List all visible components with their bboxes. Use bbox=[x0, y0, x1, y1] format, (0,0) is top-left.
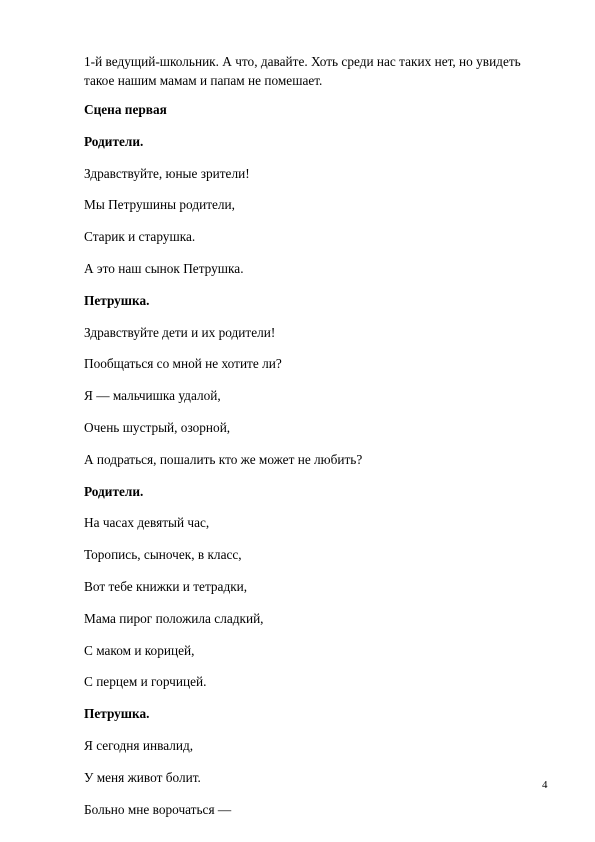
verse-line: Торопись, сыночек, в класс, bbox=[84, 547, 242, 563]
verse-line: Пообщаться со мной не хотите ли? bbox=[84, 356, 282, 372]
verse-line: А это наш сынок Петрушка. bbox=[84, 260, 244, 276]
speaker-heading: Родители. bbox=[84, 133, 144, 149]
speaker-heading: Петрушка. bbox=[84, 292, 150, 308]
verse-line: С перцем и горчицей. bbox=[84, 674, 207, 690]
verse-line: С маком и корицей, bbox=[84, 642, 195, 658]
verse-line: Очень шустрый, озорной, bbox=[84, 419, 231, 435]
verse-line: На часах девятый час, bbox=[84, 515, 210, 531]
speaker-heading: Родители. bbox=[84, 483, 144, 499]
verse-line: У меня живот болит. bbox=[84, 769, 201, 785]
verse-line: Я — мальчишка удалой, bbox=[84, 388, 221, 404]
intro-paragraph: 1-й ведущий-школьник. А что, давайте. Хоть среди нас таких нет, но увидеть такое нашим мамам и папам не помешает. bbox=[84, 54, 521, 88]
verse-line: Я сегодня инвалид, bbox=[84, 737, 194, 753]
page-number: 4 bbox=[542, 779, 548, 791]
verse-line: А подраться, пошалить кто же может не любить? bbox=[84, 451, 363, 467]
page-content bbox=[84, 52, 554, 833]
verse-line: Здравствуйте дети и их родители! bbox=[84, 324, 276, 340]
verse-line: Вот тебе книжки и тетрадки, bbox=[84, 578, 248, 594]
verse-line: Мама пирог положила сладкий, bbox=[84, 610, 264, 626]
speaker-heading: Сцена первая bbox=[84, 102, 167, 117]
verse-line: Мы Петрушины родители, bbox=[84, 197, 235, 213]
speaker-heading: Петрушка. bbox=[84, 706, 150, 722]
verse-line: Здравствуйте, юные зрители! bbox=[84, 165, 250, 181]
verse-line: Старик и старушка. bbox=[84, 229, 196, 245]
script-lines bbox=[84, 102, 554, 818]
verse-line: Больно мне ворочаться — bbox=[84, 801, 232, 817]
